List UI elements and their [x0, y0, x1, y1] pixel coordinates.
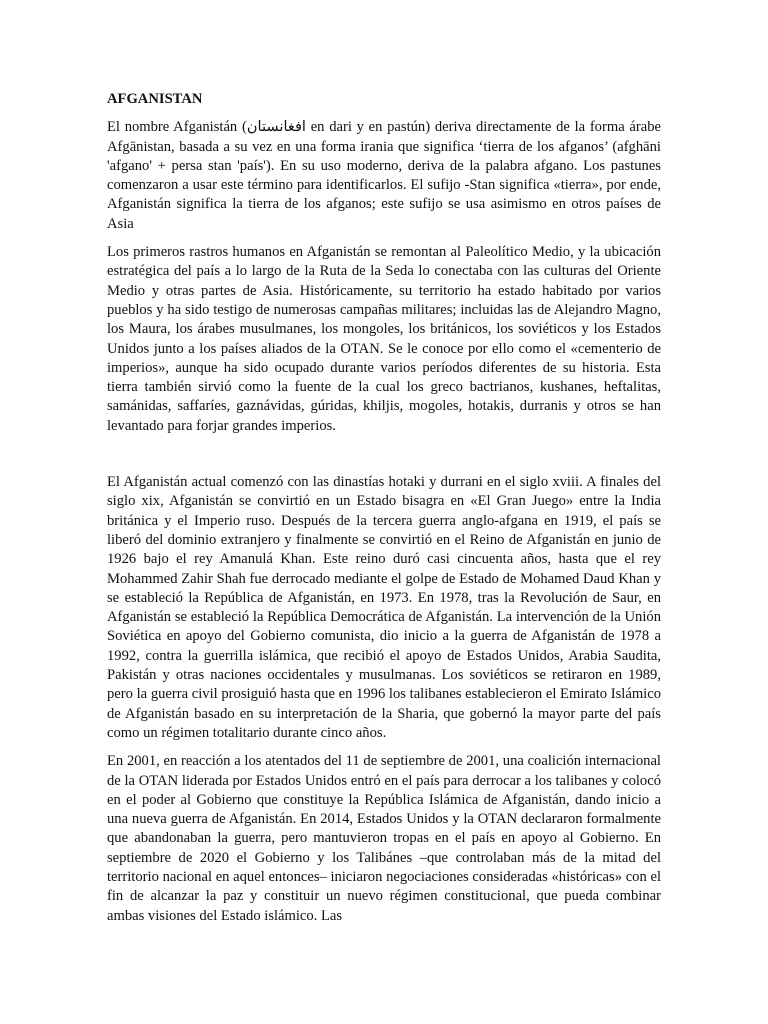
document-title: AFGANISTAN	[107, 91, 203, 107]
paragraph-text: en dari y en pastún) deriva directamente de la forma árabe Afgānistan, basada a su vez en una forma irania que significa ‘tierra de los afganos’ (afghāni 'afgano' + persa stan 'país'). En su uso moderno, deriva de la palabra afgano. Los pastunes comenzaron a usar este término para identificarlos. El sufijo -Stan significa «tierra», por ende, Afganistán significa la tierra de los afganos; este sufijo se usa asimismo en otros países de Asia	[107, 119, 661, 232]
paragraph-recent-history: En 2001, en reacción a los atentados del 11 de septiembre de 2001, una coalición internacional de la OTAN liderada por Estados Unidos entró en el país para derrocar a los talibanes y colocó en el poder al Gobierno que constituye la República Islámica de Afganistán, dando inicio a una nueva guerra de Afganistán. En 2014, Estados Unidos y la OTAN declararon formalmente que abandonaban la guerra, pero mantuvieron tropas en el país en apoyo al Gobierno. En septiembre de 2020 el Gobierno y los Talibánes –que controlaban más de la mitad del territorio nacional en aquel entonces– iniciaron negociaciones consideradas «históricas» con el fin de alcanzar la paz y constituir un nuevo régimen constitucional, que pueda combinar ambas visiones del Estado islámico. Las	[107, 753, 661, 924]
paragraph-text: El nombre Afganistán (	[107, 119, 247, 136]
document-page	[107, 90, 661, 935]
paragraph-modern-history: El Afganistán actual comenzó con las dinastías hotaki y durrani en el siglo xviii. A finales del siglo xix, Afganistán se convirtió en un Estado bisagra en «El Gran Juego» entre la India británica y el Imperio ruso. Después de la tercera guerra anglo-afgana en 1919, el país se liberó del dominio extranjero y finalmente se convirtió en el Reino de Afganistán en junio de 1926 bajo el rey Amanulá Khan. Este reino duró casi cincuenta años, hasta que el rey Mohammed Zahir Shah fue derrocado mediante el golpe de Estado de Mohamed Daud Khan y se estableció la República de Afganistán, en 1973. En 1978, tras la Revolución de Saur, en Afganistán se estableció la República Democrática de Afganistán. La intervención de la Unión Soviética en apoyo del Gobierno comunista, dio inicio a la guerra de Afganistán de 1978 a 1992, contra la guerrilla islámica, que recibió el apoyo de Estados Unidos, Arabia Saudita, Pakistán y otras naciones occidentales y musulmanas. Los soviéticos se retiraron en 1989, pero la guerra civil prosiguió hasta que en 1996 los talibanes establecieron el Emirato Islámico de Afganistán basado en su interpretación de la Sharia, que gobernó la mayor parte del país como un régimen totalitario durante cinco años.	[107, 474, 661, 741]
paragraph-name-origin	[107, 118, 661, 234]
paragraph-gap	[107, 445, 661, 473]
paragraph-history: Los primeros rastros humanos en Afganistán se remontan al Paleolítico Medio, y la ubicación estratégica del país a lo largo de la Ruta de la Seda lo conectaba con las culturas del Oriente Medio y otras partes de Asia. Históricamente, su territorio ha estado habitado por varios pueblos y ha sido testigo de numerosas campañas militares; incluidas las de Alejandro Magno, los Maura, los árabes musulmanes, los mongoles, los británicos, los soviéticos y los Estados Unidos junto a los países aliados de la OTAN. Se le conoce por ello como el «cementerio de imperios», aunque ha sido ocupado durante varios períodos diferentes de su historia. Esta tierra también sirvió como la fuente de la cual los greco bactrianos, kushanes, heftalitas, samánidas, saffaríes, gaznávidas, gúridas, khiljis, mogoles, hotakis, durranis y otros se han levantado para forjar grandes imperios.	[107, 244, 661, 434]
arabic-name: افغانستان	[246, 119, 306, 136]
